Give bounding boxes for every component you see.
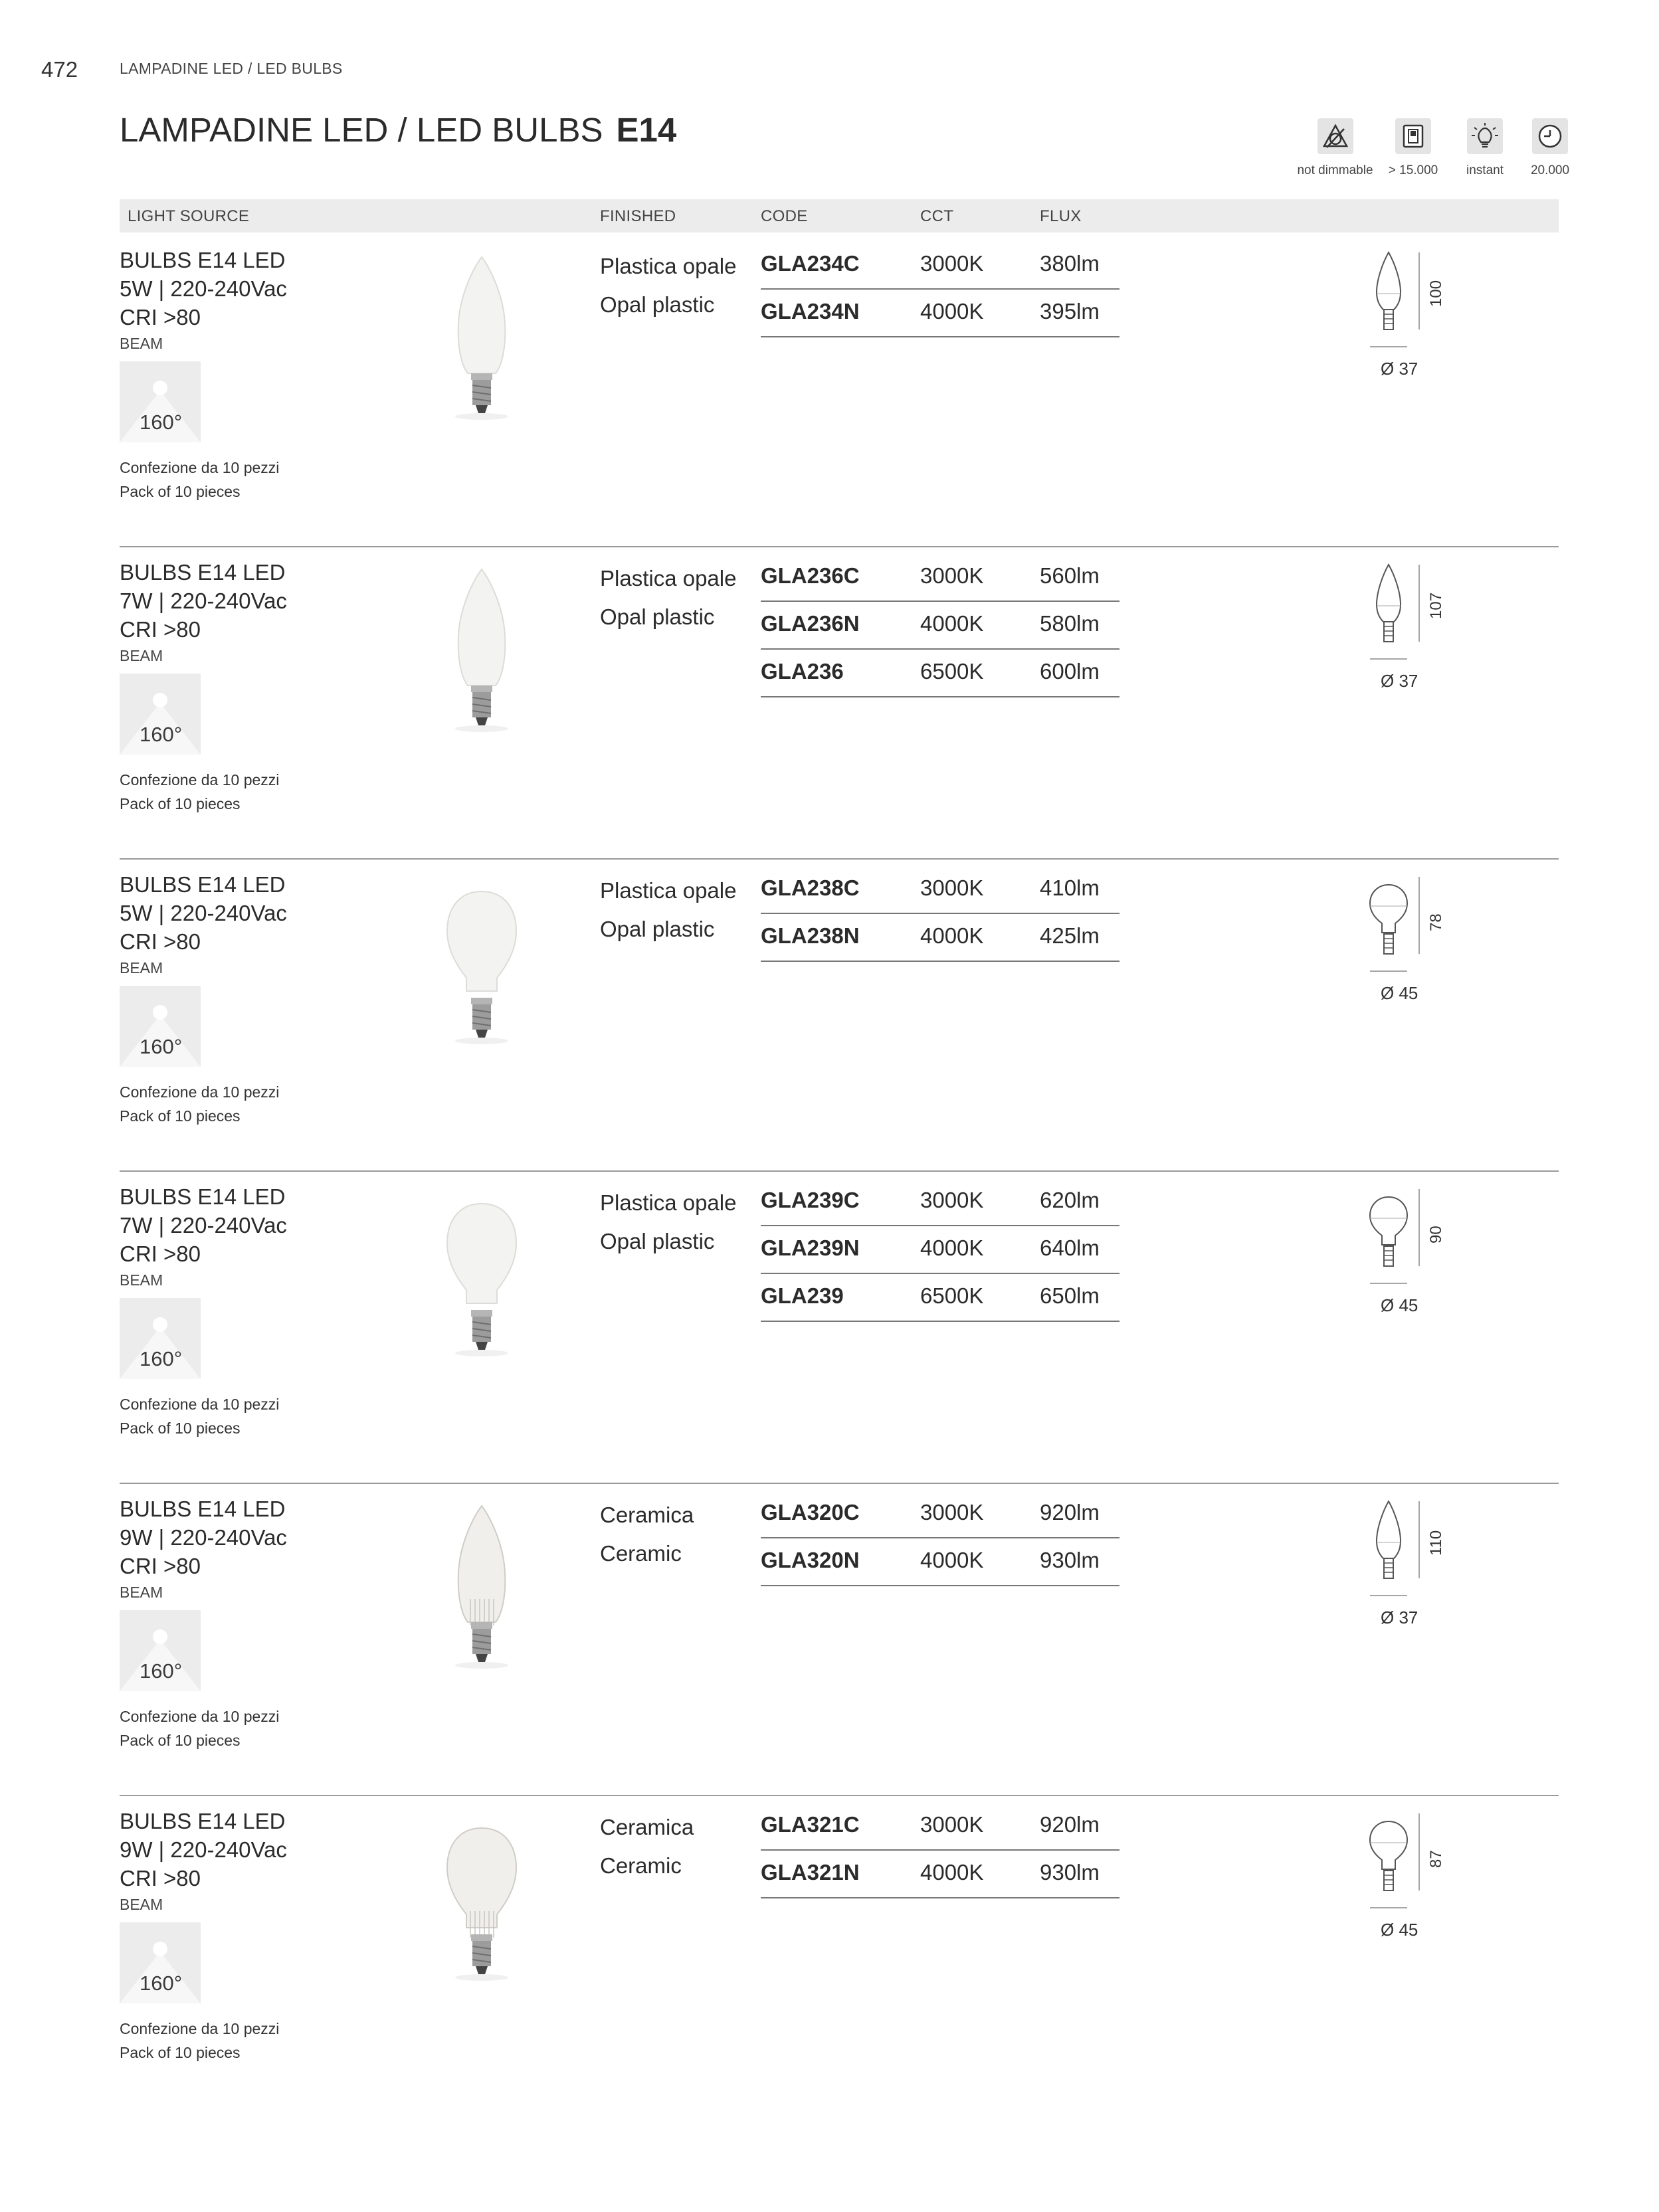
- variant-row: [761, 1226, 1120, 1274]
- switch-cycles-icon: [1395, 118, 1431, 154]
- variant-row: [761, 1803, 1120, 1851]
- beam-label: BEAM: [120, 1584, 163, 1601]
- product-title: [120, 558, 287, 644]
- instant-on-icon: [1467, 118, 1503, 154]
- variant-flux: 580lm: [1040, 611, 1100, 636]
- variant-row: [761, 242, 1120, 290]
- product-row: [0, 546, 1659, 858]
- variant-code: GLA238C: [761, 876, 860, 900]
- bulb-photo: [425, 563, 538, 735]
- product-title: [120, 870, 287, 956]
- pack-info: [120, 1392, 279, 1440]
- variant-cct: 4000K: [920, 611, 984, 636]
- finish-it: Plastica opale: [600, 254, 737, 278]
- variant-flux: 600lm: [1040, 659, 1100, 684]
- header-finished: FINISHED: [600, 207, 676, 225]
- row-divider: [120, 858, 1559, 860]
- variant-row: [761, 290, 1120, 337]
- pack-en: Pack of 10 pieces: [120, 483, 241, 500]
- product-cri: CRI >80: [120, 305, 201, 329]
- pack-en: Pack of 10 pieces: [120, 2044, 241, 2061]
- beam-angle-value: 160°: [140, 1035, 183, 1058]
- variant-code: GLA236N: [761, 611, 860, 636]
- variant-table: [761, 242, 1120, 337]
- pack-it: Confezione da 10 pezzi: [120, 771, 280, 788]
- variant-code: GLA236: [761, 659, 844, 684]
- pack-it: Confezione da 10 pezzi: [120, 1083, 280, 1101]
- variant-cct: 4000K: [920, 1236, 984, 1260]
- page-title: [120, 110, 676, 149]
- pack-it: Confezione da 10 pezzi: [120, 459, 280, 476]
- feature-label: 20.000: [1530, 163, 1570, 177]
- variant-cct: 3000K: [920, 1812, 984, 1837]
- dimension-diameter: Ø 37: [1381, 1608, 1418, 1627]
- variant-code: GLA234C: [761, 251, 860, 276]
- pack-it: Confezione da 10 pezzi: [120, 2020, 280, 2037]
- finish-en: Ceramic: [600, 1541, 682, 1566]
- product-power: 5W | 220-240Vac: [120, 901, 287, 925]
- variant-flux: 930lm: [1040, 1548, 1100, 1572]
- dimension-diameter: Ø 45: [1381, 1920, 1418, 1940]
- feature-instant: [1459, 118, 1511, 178]
- page-title-main: LAMPADINE LED / LED BULBS: [120, 111, 603, 149]
- beam-angle-icon: [120, 1298, 201, 1379]
- variant-flux: 920lm: [1040, 1500, 1100, 1524]
- dimension-diagram: [1362, 247, 1482, 393]
- pack-info: [120, 1705, 279, 1752]
- finish-en: Opal plastic: [600, 917, 715, 941]
- finish: [600, 1184, 736, 1261]
- feature-not-dimmable: [1297, 118, 1373, 178]
- dimension-diameter: Ø 37: [1381, 671, 1418, 691]
- feature-lifetime: [1524, 118, 1576, 178]
- product-title: [120, 1182, 287, 1268]
- beam-angle-value: 160°: [140, 1659, 183, 1683]
- variant-flux: 620lm: [1040, 1188, 1100, 1212]
- finish: [600, 559, 736, 636]
- variant-cct: 3000K: [920, 563, 984, 588]
- dimension-height: 100: [1427, 280, 1445, 307]
- variant-flux: 920lm: [1040, 1812, 1100, 1837]
- dimension-diameter: Ø 37: [1381, 359, 1418, 379]
- beam-angle-value: 160°: [140, 411, 183, 434]
- feature-label: not dimmable: [1297, 163, 1373, 177]
- variant-code: GLA321N: [761, 1860, 860, 1885]
- beam-label: BEAM: [120, 647, 163, 664]
- row-divider: [120, 546, 1559, 547]
- dimension-height: 90: [1427, 1226, 1445, 1244]
- product-name: BULBS E14 LED: [120, 1497, 286, 1521]
- variant-flux: 425lm: [1040, 923, 1100, 948]
- pack-info: [120, 2017, 279, 2065]
- dimension-diagram: [1362, 559, 1482, 705]
- variant-code: GLA239C: [761, 1188, 860, 1212]
- variant-cct: 3000K: [920, 876, 984, 900]
- feature-icons: [1297, 118, 1576, 185]
- feature-label: > 15.000: [1388, 163, 1438, 177]
- beam-angle-icon: [120, 361, 201, 442]
- product-power: 7W | 220-240Vac: [120, 589, 287, 613]
- product-name: BULBS E14 LED: [120, 560, 286, 585]
- variant-code: GLA236C: [761, 563, 860, 588]
- variant-table: [761, 1491, 1120, 1586]
- dimension-height: 78: [1427, 913, 1445, 931]
- finish-en: Opal plastic: [600, 292, 715, 317]
- variant-flux: 395lm: [1040, 299, 1100, 323]
- product-title: [120, 1495, 287, 1580]
- dimension-diagram: [1362, 1496, 1482, 1642]
- not-dimmable-icon: [1317, 118, 1353, 154]
- beam-label: BEAM: [120, 335, 163, 352]
- product-cri: CRI >80: [120, 1554, 201, 1578]
- variant-row: [761, 866, 1120, 914]
- finish-it: Plastica opale: [600, 1190, 737, 1215]
- variant-cct: 3000K: [920, 1500, 984, 1524]
- variant-table: [761, 866, 1120, 962]
- variant-code: GLA320C: [761, 1500, 860, 1524]
- variant-code: GLA238N: [761, 923, 860, 948]
- beam-angle-icon: [120, 674, 201, 755]
- beam-label: BEAM: [120, 1271, 163, 1289]
- product-title: [120, 246, 287, 331]
- running-header: LAMPADINE LED / LED BULBS: [120, 60, 343, 77]
- beam-angle-value: 160°: [140, 1972, 183, 1995]
- beam-label: BEAM: [120, 1896, 163, 1913]
- product-cri: CRI >80: [120, 1242, 201, 1266]
- variant-cct: 6500K: [920, 1283, 984, 1308]
- pack-info: [120, 768, 279, 816]
- beam-angle-value: 160°: [140, 723, 183, 746]
- variant-flux: 410lm: [1040, 876, 1100, 900]
- feature-label: instant: [1466, 163, 1504, 177]
- variant-code: GLA239: [761, 1283, 844, 1308]
- finish-en: Ceramic: [600, 1853, 682, 1878]
- variant-row: [761, 602, 1120, 650]
- lifetime-clock-icon: [1532, 118, 1568, 154]
- variant-row: [761, 914, 1120, 962]
- variant-table: [761, 1803, 1120, 1898]
- dimension-diagram: [1362, 1184, 1482, 1330]
- variant-cct: 3000K: [920, 1188, 984, 1212]
- finish-it: Plastica opale: [600, 878, 737, 903]
- beam-label: BEAM: [120, 959, 163, 976]
- dimension-height: 87: [1427, 1850, 1445, 1868]
- product-row: [0, 858, 1659, 1170]
- variant-flux: 650lm: [1040, 1283, 1100, 1308]
- pack-en: Pack of 10 pieces: [120, 1107, 241, 1125]
- variant-row: [761, 1274, 1120, 1322]
- product-row: [0, 1170, 1659, 1483]
- variant-row: [761, 1538, 1120, 1586]
- product-name: BULBS E14 LED: [120, 872, 286, 897]
- bulb-photo: [425, 250, 538, 423]
- product-row: [0, 1483, 1659, 1795]
- variant-cct: 6500K: [920, 659, 984, 684]
- pack-it: Confezione da 10 pezzi: [120, 1708, 280, 1725]
- finish: [600, 872, 736, 949]
- variant-flux: 560lm: [1040, 563, 1100, 588]
- header-cct: CCT: [920, 207, 954, 225]
- pack-info: [120, 456, 279, 504]
- finish-en: Opal plastic: [600, 1229, 715, 1253]
- variant-code: GLA320N: [761, 1548, 860, 1572]
- finish: [600, 1496, 694, 1573]
- product-power: 5W | 220-240Vac: [120, 276, 287, 301]
- finish-en: Opal plastic: [600, 604, 715, 629]
- pack-en: Pack of 10 pieces: [120, 1420, 241, 1437]
- variant-cct: 4000K: [920, 923, 984, 948]
- product-name: BULBS E14 LED: [120, 1184, 286, 1209]
- variant-row: [761, 1491, 1120, 1538]
- bulb-photo: [425, 1187, 538, 1360]
- variant-flux: 640lm: [1040, 1236, 1100, 1260]
- dimension-height: 110: [1427, 1530, 1445, 1556]
- variant-row: [761, 650, 1120, 697]
- finish-it: Ceramica: [600, 1815, 694, 1839]
- page-title-socket: E14: [616, 111, 677, 149]
- table-header: [120, 199, 1559, 232]
- variant-row: [761, 554, 1120, 602]
- finish: [600, 1808, 694, 1885]
- product-cri: CRI >80: [120, 929, 201, 954]
- row-divider: [120, 1795, 1559, 1796]
- product-cri: CRI >80: [120, 617, 201, 642]
- bulb-photo: [425, 1811, 538, 1984]
- row-divider: [120, 1483, 1559, 1484]
- pack-it: Confezione da 10 pezzi: [120, 1396, 280, 1413]
- product-power: 9W | 220-240Vac: [120, 1525, 287, 1550]
- beam-angle-value: 160°: [140, 1347, 183, 1370]
- dimension-diagram: [1362, 1808, 1482, 1954]
- variant-code: GLA321C: [761, 1812, 860, 1837]
- product-row: [0, 1795, 1659, 2107]
- header-light-source: LIGHT SOURCE: [128, 207, 250, 225]
- variant-cct: 4000K: [920, 299, 984, 323]
- dimension-diameter: Ø 45: [1381, 1295, 1418, 1315]
- variant-row: [761, 1851, 1120, 1898]
- pack-en: Pack of 10 pieces: [120, 1732, 241, 1749]
- product-title: [120, 1807, 287, 1892]
- product-name: BULBS E14 LED: [120, 1809, 286, 1833]
- row-divider: [120, 1170, 1559, 1172]
- pack-en: Pack of 10 pieces: [120, 795, 241, 812]
- product-power: 7W | 220-240Vac: [120, 1213, 287, 1238]
- product-name: BULBS E14 LED: [120, 248, 286, 272]
- header-flux: FLUX: [1040, 207, 1082, 225]
- product-row: [0, 234, 1659, 546]
- beam-angle-icon: [120, 986, 201, 1067]
- finish-it: Plastica opale: [600, 566, 737, 591]
- variant-table: [761, 1178, 1120, 1322]
- variant-cct: 3000K: [920, 251, 984, 276]
- bulb-photo: [425, 875, 538, 1048]
- finish-it: Ceramica: [600, 1503, 694, 1527]
- variant-flux: 380lm: [1040, 251, 1100, 276]
- beam-angle-icon: [120, 1610, 201, 1691]
- variant-code: GLA234N: [761, 299, 860, 323]
- product-power: 9W | 220-240Vac: [120, 1837, 287, 1862]
- dimension-diagram: [1362, 872, 1482, 1018]
- variant-cct: 4000K: [920, 1548, 984, 1572]
- page-number: 472: [41, 57, 78, 82]
- variant-table: [761, 554, 1120, 697]
- bulb-photo: [425, 1499, 538, 1672]
- beam-angle-icon: [120, 1922, 201, 2003]
- feature-switch-cycles: [1381, 118, 1446, 178]
- variant-row: [761, 1178, 1120, 1226]
- variant-cct: 4000K: [920, 1860, 984, 1885]
- variant-flux: 930lm: [1040, 1860, 1100, 1885]
- header-code: CODE: [761, 207, 808, 225]
- pack-info: [120, 1080, 279, 1128]
- product-cri: CRI >80: [120, 1866, 201, 1890]
- dimension-diameter: Ø 45: [1381, 983, 1418, 1003]
- finish: [600, 247, 736, 324]
- variant-code: GLA239N: [761, 1236, 860, 1260]
- dimension-height: 107: [1427, 592, 1445, 619]
